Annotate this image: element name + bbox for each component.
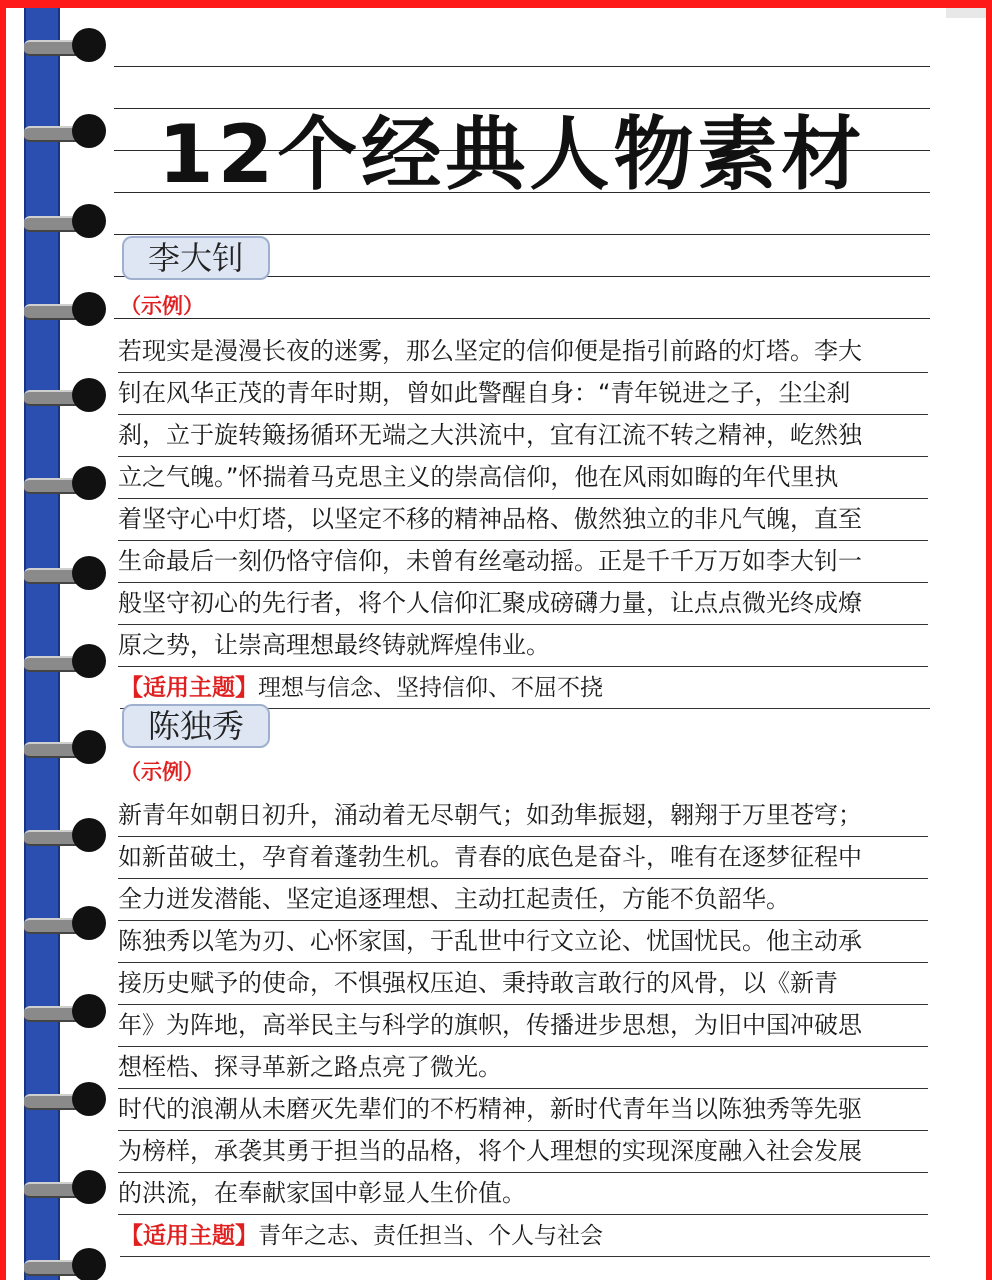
paragraph-line: 为榜样，承袭其勇于担当的品格，将个人理想的实现深度融入社会发展	[118, 1130, 928, 1173]
binder-ring	[24, 906, 106, 942]
paragraph-line: 刹，立于旋转簸扬循环无端之大洪流中，宜有江流不转之精神，屹然独	[118, 414, 928, 457]
example-label: （示例）	[120, 760, 204, 784]
theme-text: 理想与信念、坚持信仰、不屈不挠	[258, 675, 603, 701]
paragraph-line: 陈独秀以笔为刃、心怀家国，于乱世中行文立论、忧国忧民。他主动承	[118, 920, 928, 963]
theme-label: 【适用主题】	[120, 1223, 258, 1249]
paragraph-line: 的洪流，在奉献家国中彰显人生价值。	[118, 1172, 928, 1215]
paragraph-line: 若现实是漫漫长夜的迷雾，那么坚定的信仰便是指引前路的灯塔。李大	[118, 330, 928, 373]
applicable-theme	[120, 1216, 930, 1257]
paragraph-line: 年》为阵地，高举民主与科学的旗帜，传播进步思想，为旧中国冲破思	[118, 1004, 928, 1047]
paragraph-line: 般坚守初心的先行者，将个人信仰汇聚成磅礴力量，让点点微光终成燎	[118, 582, 928, 625]
paragraph-line: 全力迸发潜能、坚定追逐理想、主动扛起责任，方能不负韶华。	[118, 878, 928, 921]
paragraph-line: 如新苗破土，孕育着蓬勃生机。青春的底色是奋斗，唯有在逐梦征程中	[118, 836, 928, 879]
binder-ring	[24, 644, 106, 680]
paragraph-line: 钊在风华正茂的青年时期，曾如此警醒自身：“青年锐进之子，尘尘刹	[118, 372, 928, 415]
ruled-line	[114, 66, 930, 67]
binder-ring	[24, 1082, 106, 1118]
binder-ring	[24, 994, 106, 1030]
ruled-line	[114, 234, 930, 235]
page-title: 12个经典人物素材	[158, 108, 866, 201]
binder-ring	[24, 556, 106, 592]
theme-label: 【适用主题】	[120, 675, 258, 701]
binder-ring	[24, 204, 106, 240]
binder-ring	[24, 818, 106, 854]
paragraph-line: 接历史赋予的使命，不惧强权压迫、秉持敢言敢行的风骨，以《新青	[118, 962, 928, 1005]
binder-ring	[24, 730, 106, 766]
paragraph-line: 原之势，让崇高理想最终铸就辉煌伟业。	[118, 624, 928, 667]
paragraph-line: 想桎梏、探寻革新之路点亮了微光。	[118, 1046, 928, 1089]
binder-ring	[24, 28, 106, 64]
theme-text: 青年之志、责任担当、个人与社会	[258, 1223, 603, 1249]
paragraph-line: 着坚守心中灯塔，以坚定不移的精神品格、傲然独立的非凡气魄，直至	[118, 498, 928, 541]
binder-ring	[24, 114, 106, 150]
paragraph-line: 时代的浪潮从未磨灭先辈们的不朽精神，新时代青年当以陈独秀等先驱	[118, 1088, 928, 1131]
notebook-page	[6, 8, 986, 1280]
binder-ring	[24, 1248, 106, 1280]
example-label: （示例）	[120, 294, 204, 318]
person-name-chen-duxiu: 陈独秀	[122, 704, 270, 748]
paragraph-line: 生命最后一刻仍恪守信仰，未曾有丝毫动摇。正是千千万万如李大钊一	[118, 540, 928, 583]
binder-ring	[24, 1170, 106, 1206]
binder-ring	[24, 292, 106, 328]
paragraph-line: 立之气魄。”怀揣着马克思主义的崇高信仰，他在风雨如晦的年代里执	[118, 456, 928, 499]
paragraph-line: 新青年如朝日初升，涌动着无尽朝气；如劲隼振翅，翱翔于万里苍穹；	[118, 794, 928, 837]
ruled-line	[114, 318, 930, 319]
binder-ring	[24, 466, 106, 502]
applicable-theme	[120, 668, 930, 709]
person-name-li-dazhao: 李大钊	[122, 236, 270, 280]
page-corner	[946, 8, 986, 18]
binder-ring	[24, 378, 106, 414]
